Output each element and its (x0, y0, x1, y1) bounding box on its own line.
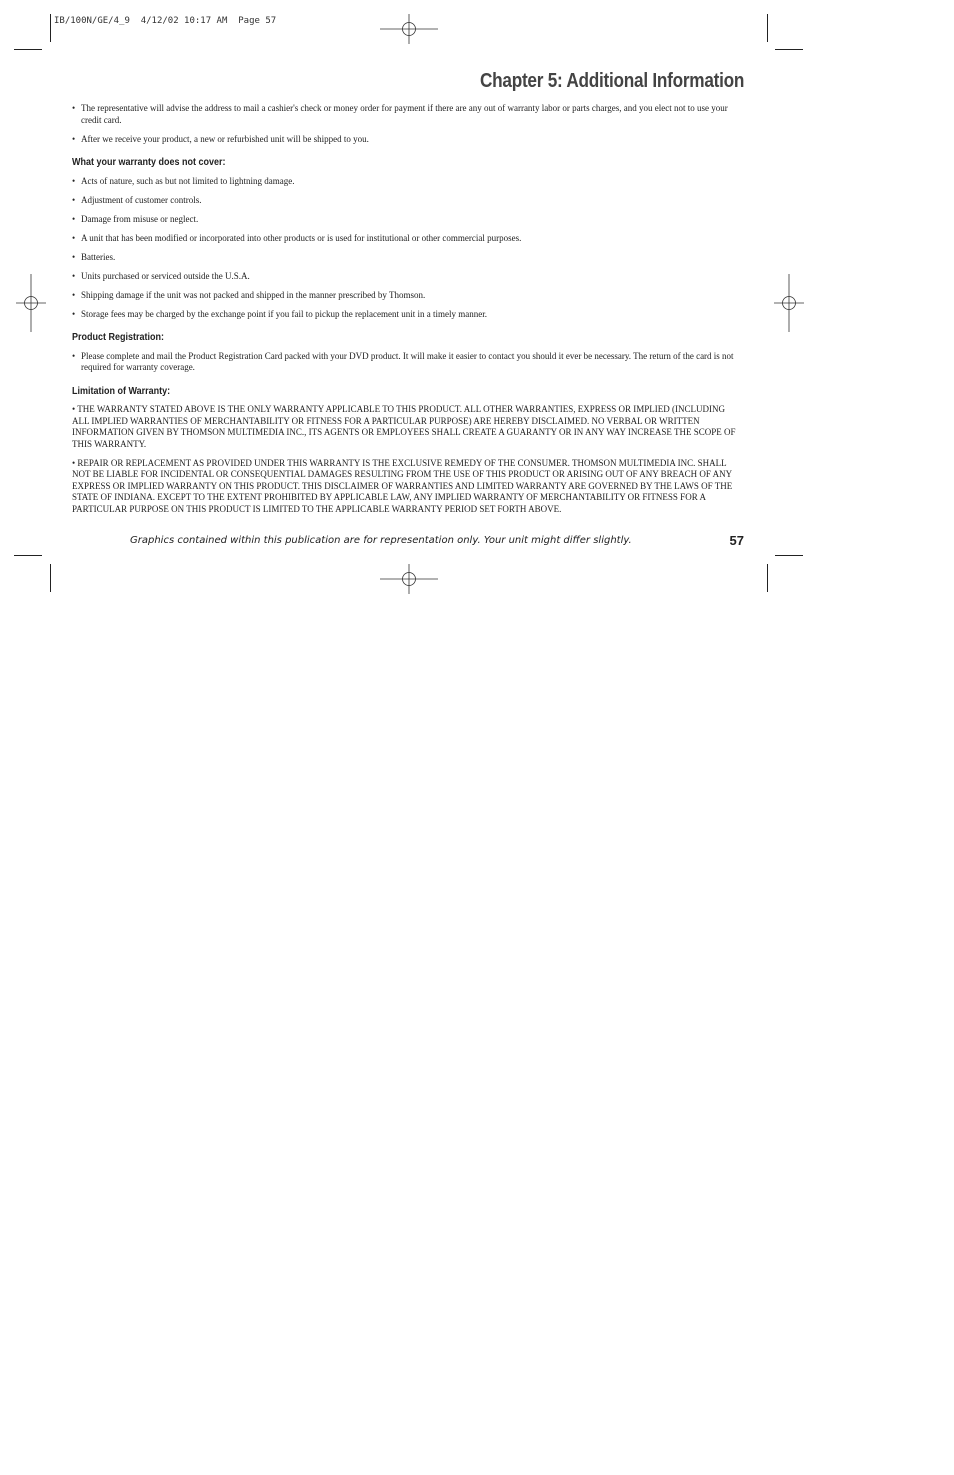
list-item: • REPAIR OR REPLACEMENT AS PROVIDED UNDER THIS WARRANTY IS THE EXCLUSIVE REMEDY OF THE CONSUMER. THOMSON MULTIMEDIA INC. SHALL NOT BE LIABLE FOR INCIDENTAL OR CONSEQUENTIAL DAMAGES RESULTING FROM THE USE OF THIS PRODUCT OR ARISING OUT OF ANY BREACH OF ANY EXPRESS OR IMPLIED WARRANTY ON THIS PRODUCT. THIS DISCLAIMER OF WARRANTIES AND LIMITED WARRANTY ARE GOVERNED BY THE LAWS OF THE STATE OF INDIANA. EXCEPT TO THE EXTENT PROHIBITED BY APPLICABLE LAW, ANY IMPLIED WARRANTY OF MERCHANTABILITY OR FITNESS FOR A PARTICULAR PURPOSE ON THIS PRODUCT IS LIMITED TO THE APPLICABLE WARRANTY PERIOD SET FORTH ABOVE. (72, 457, 733, 514)
list-item: • After we receive your product, a new or refurbished unit will be shipped to you. (72, 133, 369, 144)
section-heading-limitation-of-warranty: Limitation of Warranty: (72, 385, 171, 397)
crop-mark-top-right-vertical (767, 14, 768, 42)
crop-mark-top-right-horizontal (775, 49, 803, 50)
list-item: • THE WARRANTY STATED ABOVE IS THE ONLY WARRANTY APPLICABLE TO THIS PRODUCT. ALL OTHER WARRANTIES, EXPRESS OR IMPLIED (INCLUDING ALL IMPLIED WARRANTIES OF MERCHANTABILITY OR FITNESS FOR A PARTICULAR PURPOSE) ARE HEREBY DISCLAIMED. NO VERBAL OR WRITTEN INFORMATION GIVEN BY THOMSON MULTIMEDIA INC., ITS AGENTS OR EMPLOYEES SHALL CREATE A GUARANTY OR IN ANY WAY INCREASE THE SCOPE OF THIS WARRANTY. (72, 404, 736, 449)
list-item: • Adjustment of customer controls. (72, 194, 202, 205)
section-heading-not-covered: What your warranty does not cover: (72, 157, 226, 168)
print-slug: IB/100N/GE/4_9 4/12/02 10:17 AM Page 57 (54, 16, 277, 26)
list-item: • Shipping damage if the unit was not packed and shipped in the manner prescribed by Thomson. (72, 289, 426, 300)
bullet-icon: • (72, 133, 76, 144)
list-item: • A unit that has been modified or incorporated into other products or is used for institutional or other commercial purposes. (72, 232, 522, 243)
list-item: • Please complete and mail the Product Registration Card packed with your DVD product. It will make it easier to contact you should it ever be necessary. The return of the card is not required for warranty coverage. (72, 350, 734, 372)
crop-mark-top-left-vertical (50, 14, 51, 42)
registration-mark-top-icon (380, 14, 438, 44)
page-content (72, 103, 742, 523)
registration-mark-bottom-icon (380, 564, 438, 594)
bullet-icon: • (72, 404, 78, 414)
list-item: • The representative will advise the address to mail a cashier's check or money order for payment if there are any out of warranty labor or parts charges, and you elect not to use your credit card. (72, 103, 728, 125)
chapter-title: Chapter 5: Additional Information (479, 70, 744, 92)
registration-mark-right-icon (774, 274, 804, 332)
page-number: 57 (729, 533, 744, 548)
bullet-icon: • (72, 194, 76, 205)
footer-note: Graphics contained within this publication are for representation only. Your unit might differ slightly. (130, 535, 632, 546)
crop-mark-bottom-left-horizontal (14, 555, 42, 556)
bullet-icon: • (72, 308, 76, 319)
registration-mark-left-icon (16, 274, 46, 332)
bullet-icon: • (72, 350, 76, 361)
section-heading-product-registration: Product Registration: (72, 332, 165, 343)
list-item: • Units purchased or serviced outside the U.S.A. (72, 270, 250, 281)
bullet-icon: • (72, 103, 76, 113)
crop-mark-bottom-right-horizontal (775, 555, 803, 556)
list-item: • Damage from misuse or neglect. (72, 213, 199, 224)
bullet-icon: • (72, 251, 76, 262)
crop-mark-top-left-horizontal (14, 49, 42, 50)
bullet-icon: • (72, 232, 76, 243)
list-item: • Storage fees may be charged by the exchange point if you fail to pickup the replacement unit in a timely manner. (72, 308, 487, 319)
list-item: • Acts of nature, such as but not limited to lightning damage. (72, 175, 295, 186)
bullet-icon: • (72, 213, 76, 224)
list-item: • Batteries. (72, 251, 116, 262)
bullet-icon: • (72, 270, 76, 281)
bullet-icon: • (72, 175, 76, 186)
bullet-icon: • (72, 289, 76, 300)
crop-mark-bottom-left-vertical (50, 564, 51, 592)
crop-mark-bottom-right-vertical (767, 564, 768, 592)
bullet-icon: • (72, 457, 78, 468)
